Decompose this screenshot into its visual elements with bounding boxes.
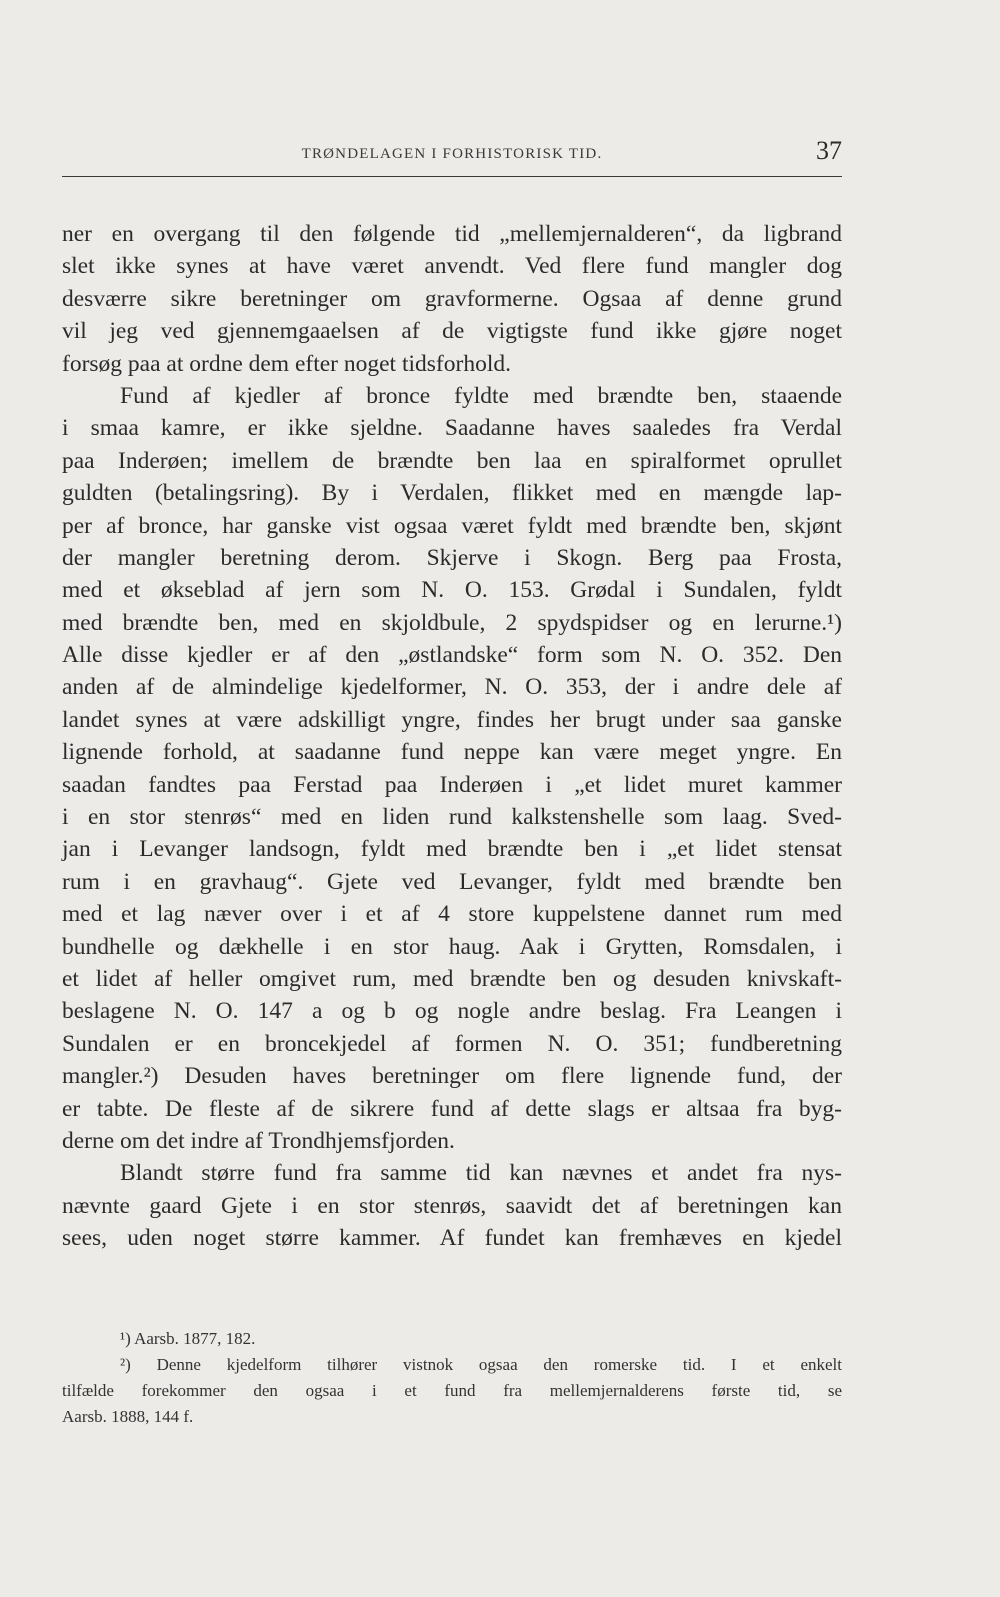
text-line: guldten (betalingsring). By i Verdalen, flikket med en mængde lap-	[62, 480, 842, 507]
text-line: per af bronce, har ganske vist ogsaa været fyldt med brændte ben, skjønt	[62, 512, 842, 539]
text-line: Fund af kjedler af bronce fyldte med brændte ben, staaende	[120, 382, 842, 409]
text-line: lignende forhold, at saadanne fund neppe kan være meget yngre. En	[62, 739, 842, 766]
footnote-line: tilfælde forekommer den ogsaa i et fund fra mellemjernalderens første tid, se	[62, 1381, 842, 1400]
text-line: der mangler beretning derom. Skjerve i Skogn. Berg paa Frosta,	[62, 544, 842, 571]
page-number: 37	[816, 136, 842, 165]
text-line: et lidet af heller omgivet rum, med brændte ben og desuden knivskaft-	[62, 965, 842, 992]
footnote-line: ²) Denne kjedelform tilhører vistnok ogsaa den romerske tid. I et enkelt	[120, 1355, 842, 1374]
header-title: TRØNDELAGEN I FORHISTORISK TID.	[301, 146, 603, 162]
text-line: Alle disse kjedler er af den „østlandske“ form som N. O. 352. Den	[62, 642, 842, 669]
text-line: beslagene N. O. 147 a og b og nogle andre beslag. Fra Leangen i	[62, 998, 842, 1025]
text-line: landet synes at være adskilligt yngre, findes her brugt under saa ganske	[62, 706, 842, 733]
text-line: desværre sikre beretninger om gravformerne. Ogsaa af denne grund	[62, 285, 842, 312]
text-line: med et økseblad af jern som N. O. 153. Grødal i Sundalen, fyldt	[62, 577, 842, 604]
text-line: Blandt større fund fra samme tid kan nævnes et andet fra nys-	[120, 1160, 842, 1187]
text-line: saadan fandtes paa Ferstad paa Inderøen i „et lidet muret kammer	[62, 771, 842, 798]
text-line: bundhelle og dækhelle i en stor haug. Aak i Grytten, Romsdalen, i	[62, 933, 842, 960]
footnote-line: Aarsb. 1888, 144 f.	[62, 1407, 194, 1426]
text-line: Sundalen er en broncekjedel af formen N. O. 351; fundberetning	[62, 1030, 842, 1057]
text-line: derne om det indre af Trondhjemsfjorden.	[62, 1127, 455, 1154]
text-line: anden af de almindelige kjedelformer, N. O. 353, der i andre dele af	[62, 674, 842, 701]
text-line: i en stor stenrøs“ med en liden rund kalkstenshelle som laag. Sved-	[62, 804, 842, 831]
running-header	[62, 136, 842, 177]
text-line: med brændte ben, med en skjoldbule, 2 spydspidser og en lerurne.¹)	[62, 609, 842, 636]
text-line: vil jeg ved gjennemgaaelsen af de vigtigste fund ikke gjøre noget	[62, 318, 842, 345]
text-line: jan i Levanger landsogn, fyldt med brændte ben i „et lidet stensat	[62, 836, 842, 863]
text-line: rum i en gravhaug“. Gjete ved Levanger, fyldt med brændte ben	[62, 868, 842, 895]
text-line: mangler.²) Desuden haves beretninger om flere lignende fund, der	[62, 1063, 842, 1090]
text-line: nævnte gaard Gjete i en stor stenrøs, saavidt det af beretningen kan	[62, 1192, 842, 1219]
text-line: paa Inderøen; imellem de brændte ben laa en spiralformet oprullet	[62, 447, 842, 474]
text-line: forsøg paa at ordne dem efter noget tidsforhold.	[62, 350, 511, 377]
body-text	[62, 218, 842, 1255]
text-line: slet ikke synes at have været anvendt. Ved flere fund mangler dog	[62, 253, 842, 280]
footnote-line: ¹) Aarsb. 1877, 182.	[120, 1329, 256, 1348]
text-line: med et lag næver over i et af 4 store kuppelstene dannet rum med	[62, 901, 842, 928]
footnotes	[62, 1326, 842, 1430]
text-line: sees, uden noget større kammer. Af fundet kan fremhæves en kjedel	[62, 1225, 842, 1252]
text-line: er tabte. De fleste af de sikrere fund af dette slags er altsaa fra byg-	[62, 1095, 842, 1122]
text-line: i smaa kamre, er ikke sjeldne. Saadanne haves saaledes fra Verdal	[62, 415, 842, 442]
text-line: ner en overgang til den følgende tid „mellemjernalderen“, da ligbrand	[62, 221, 842, 247]
